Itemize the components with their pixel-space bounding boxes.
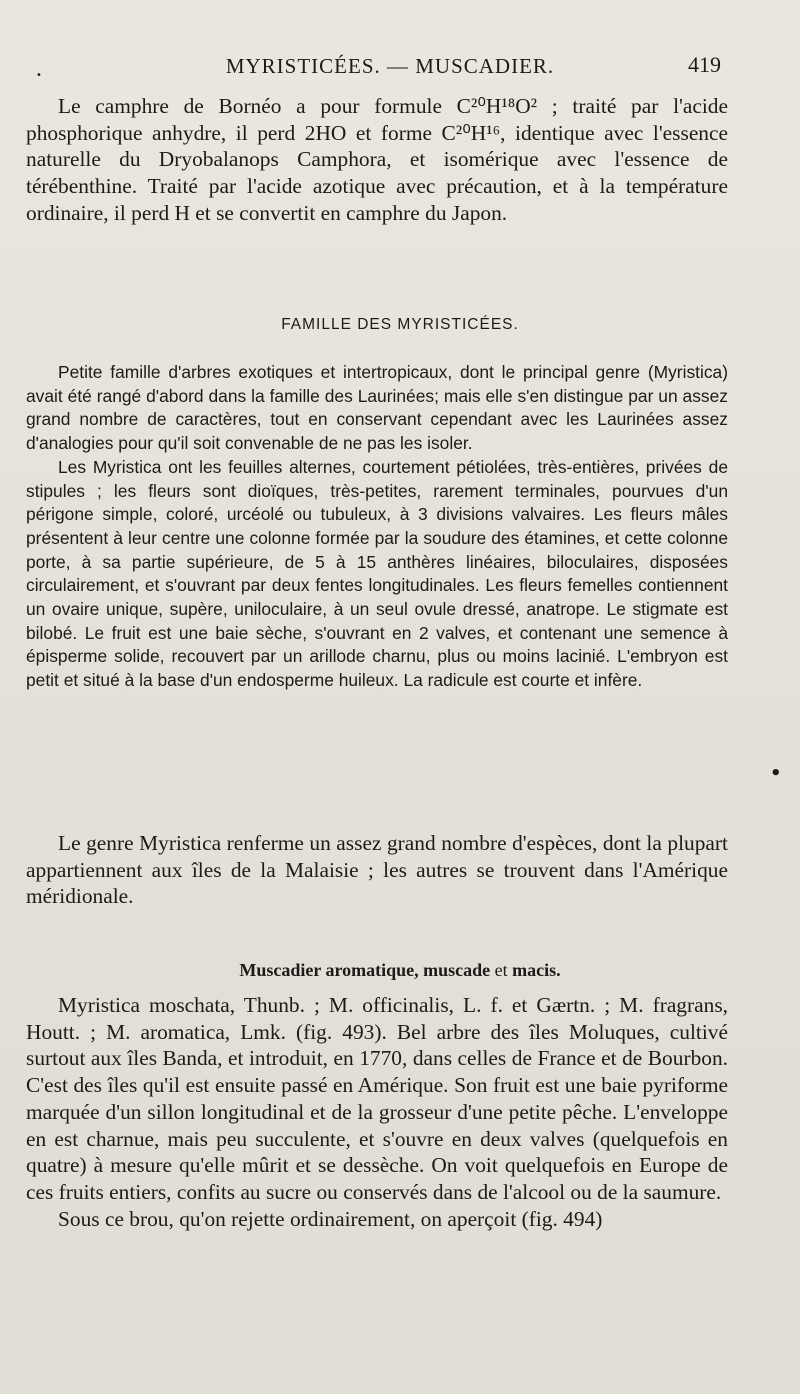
subsection-title-et: et: [490, 960, 513, 980]
species-block: [26, 992, 728, 1232]
family-paragraph-1: Petite famille d'arbres exotiques et intertropicaux, dont le principal genre (Myristica) avait été rangé d'abord dans la famille des Laurinées; mais elle s'en distingue par un assez grand nombre de caractères, tout en conservant cependant avec les Laurinées assez d'analogies pour qu'il soit convenable de ne pas les isoler.: [26, 362, 728, 454]
subsection-title-main: Muscadier aromatique, muscade: [239, 960, 491, 980]
page-header: [0, 52, 800, 82]
intro-block: [26, 93, 728, 227]
subsection-title-end: macis.: [512, 960, 561, 980]
margin-mark: •: [770, 763, 782, 784]
species-paragraph: Myristica moschata, Thunb. ; M. officinalis, L. f. et Gærtn. ; M. fragrans, Houtt. ; M. aromatica, Lmk. (fig. 493). Bel arbre des îles Moluques, cultivé surtout aux îles Banda, et introduit, en 1770, dans celles de France et de Bourbon. C'est des îles qu'il est ensuite passé en Amérique. Son fruit est une baie pyriforme marquée d'un sillon longitudinal et de la grosseur d'une petite pêche. L'enveloppe en est charnue, mais peu succulente, et s'ouvre en deux valves (quelquefois en quatre) à mesure qu'elle mûrit et se dessèche. On voit quelquefois en Europe de ces fruits entiers, confits au sucre ou conservés dans de l'alcool ou de la saumure.: [26, 993, 728, 1204]
running-title: MYRISTICÉES. — MUSCADIER.: [225, 54, 555, 78]
last-line: Sous ce brou, qu'on rejette ordinairement, on aperçoit (fig. 494): [58, 1206, 603, 1231]
genre-paragraph: Le genre Myristica renferme un assez grand nombre d'espèces, dont la plupart appartiennent aux îles de la Malaisie ; les autres se trouvent dans l'Amérique méridionale.: [26, 831, 728, 909]
intro-paragraph: Le camphre de Bornéo a pour formule C²⁰H¹⁸O² ; traité par l'acide phosphorique anhydre, il perd 2HO et forme C²⁰H¹⁶, identique avec l'essence naturelle du Dryobalanops Camphora, et isomérique avec l'essence de térébenthine. Traité par l'acide azotique avec précaution, et à la température ordinaire, il perd H et se convertit en camphre du Japon.: [26, 94, 728, 225]
genre-block: [26, 830, 728, 910]
margin-mark: •: [36, 70, 42, 81]
family-paragraph-2: Les Myristica ont les feuilles alternes, courtement pétiolées, très-entières, privées de stipules ; les fleurs sont dioïques, très-petites, rarement terminales, pourvues d'un périgone simple, coloré, urcéolé ou tubuleux, à 3 divisions valvaires. Les fleurs mâles présentent à leur centre une colonne formée par la soudure des étamines, et cette colonne porte, à sa partie supérieure, de 5 à 15 anthères linéaires, biloculaires, disposées circulairement, et s'ouvrant par deux fentes longitudinales. Les fleurs femelles contiennent un ovaire unique, supère, uniloculaire, à un seul ovule dressé, anatrope. Le stigmate est bilobé. Le fruit est une baie sèche, s'ouvrant en 2 valves, et contenant une semence à épisperme solide, recouvert par un arillode charnu, plus ou moins lacinié. L'embryon est petit et situé à la base d'un endosperme huileux. La radicule est courte et infère.: [26, 456, 728, 691]
subsection-title: [0, 960, 800, 981]
family-description-block: [26, 361, 728, 693]
section-title: FAMILLE DES MYRISTICÉES.: [281, 316, 519, 333]
page-number: 419: [688, 52, 721, 77]
